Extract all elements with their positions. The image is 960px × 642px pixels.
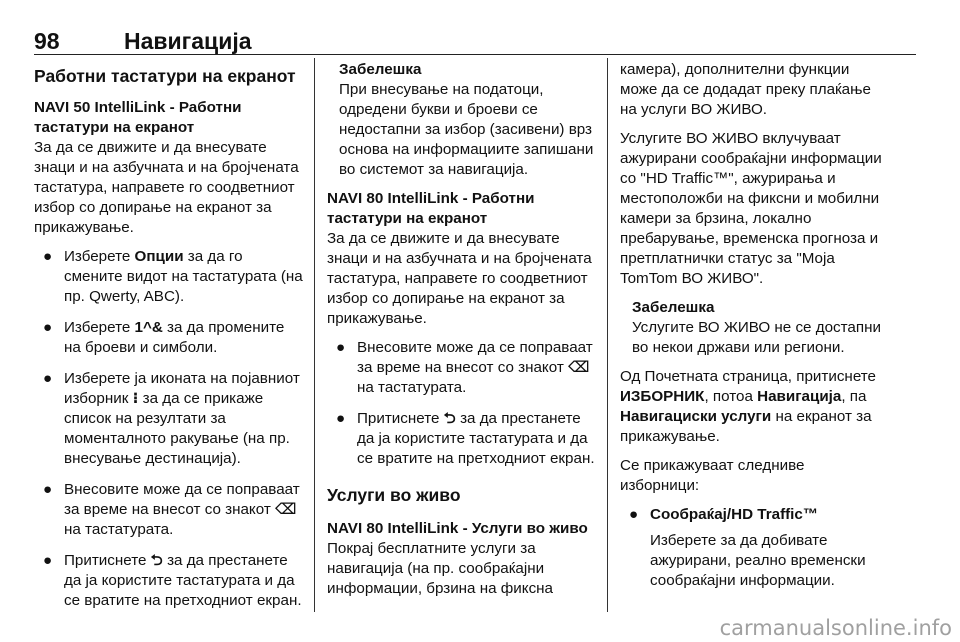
bullet-icon: ● <box>43 319 53 336</box>
watermark: carmanualsonline.info <box>719 616 952 640</box>
list-item: ● Притиснете ⮌ за да престанете да ја користите тастатурата и да се вратите на претходниот екран. <box>43 552 302 609</box>
section-title: Навигација <box>124 28 252 54</box>
column-divider <box>314 58 315 612</box>
note-title: Забелешка <box>632 299 715 316</box>
bullet-list <box>620 505 882 591</box>
column-divider <box>607 58 608 612</box>
note-title: Забелешка <box>339 61 422 78</box>
list-item-description: Изберете за да добивате ажурирани, реално временски сообраќајни информации. <box>650 532 866 589</box>
bullet-icon: ● <box>336 339 346 356</box>
back-arrow-icon: ⮌ <box>443 410 456 427</box>
section-heading: Работни тастатури на екранот <box>34 66 296 86</box>
note-text: При внесување на податоци, одредени букви и броеви се недостапни за избор (засивени) врз основа на информациите запишани во системот за навигација. <box>339 81 594 178</box>
bullet-icon: ● <box>43 481 53 498</box>
list-item: ● Изберете Опции за да го смените видот на тастатурата (на пр. Qwerty, ABC). <box>43 248 303 305</box>
note-box <box>632 298 882 358</box>
note-text: Услугите ВО ЖИВО не се достапни во некои држави или региони. <box>632 319 881 356</box>
page-number: 98 <box>34 28 60 54</box>
paragraph: За да се движите и да внесувате знаци и на азбучната и на бројчената тастатура, направете го соодветниот избор со допирање на екранот за прикажување. <box>327 230 592 327</box>
list-item: ● Сообраќај/HD Traffic™ Изберете за да добивате ажурирани, реално временски сообраќајни информации. <box>620 505 882 591</box>
bullet-icon: ● <box>43 552 53 569</box>
subheading: NAVI 80 IntelliLink - Работни тастатури на екранот <box>327 190 535 227</box>
paragraph: Од Почетната страница, притиснете ИЗБОРНИК, потоа Навигација, па Навигациски услуги на екранот за прикажување. <box>620 368 876 445</box>
paragraph: Услугите ВО ЖИВО вклучуваат ажурирани сообраќајни информации со "HD Traffic™", ажурирања и местоположби на фиксни и мобилни камери за брзина, локално пребарување, временска прогноза и претплатнички статус за "Моја TomTom ВО ЖИВО". <box>620 130 882 287</box>
list-item: ● Изберете ја иконата на појавниот изборник ⁝ за да се прикаже список на резултати за моменталното ракување (на пр. внесување дестинација). <box>43 370 300 467</box>
back-arrow-icon: ⮌ <box>150 552 163 569</box>
bullet-icon: ● <box>43 248 53 265</box>
paragraph: За да се движите и да внесувате знаци и на азбучната и на бројчената тастатура, направете го соодветниот избор со допирање на екранот за прикажување. <box>34 139 299 236</box>
paragraph: камера), дополнителни функции може да се додадат преку плаќање на услуги ВО ЖИВО. <box>620 61 871 118</box>
backspace-icon: ⌫ <box>275 501 297 518</box>
bullet-icon: ● <box>336 410 346 427</box>
paragraph: Покрај бесплатните услуги за навигација (на пр. сообраќајни информации, брзина на фиксна <box>327 540 554 597</box>
column-1 <box>34 60 304 622</box>
list-item: ● Притиснете ⮌ за да престанете да ја користите тастатурата и да се вратите на претходниот екран. <box>336 410 595 467</box>
list-item: ● Изберете 1^& за да промените на броеви и симболи. <box>43 319 285 356</box>
list-item: ● Внесовите може да се поправаат за време на внесот со знакот ⌫ на тастатурата. <box>43 481 300 538</box>
subheading: NAVI 80 IntelliLink - Услуги во живо <box>327 520 588 537</box>
section-heading: Услуги во живо <box>327 485 461 505</box>
column-2 <box>327 60 597 608</box>
bullet-list <box>34 247 304 611</box>
backspace-icon: ⌫ <box>568 359 590 376</box>
bullet-icon: ● <box>629 506 639 523</box>
bullet-list <box>327 338 597 469</box>
list-item: ● Внесовите може да се поправаат за време на внесот со знакот ⌫ на тастатурата. <box>336 339 593 396</box>
popup-menu-icon: ⁝ <box>132 390 139 407</box>
paragraph: Се прикажуваат следниве изборници: <box>620 457 805 494</box>
subheading: NAVI 50 IntelliLink - Работни тастатури на екранот <box>34 99 242 136</box>
page-header <box>34 28 916 55</box>
note-box <box>339 60 597 180</box>
bullet-icon: ● <box>43 370 53 387</box>
column-3 <box>620 60 882 602</box>
